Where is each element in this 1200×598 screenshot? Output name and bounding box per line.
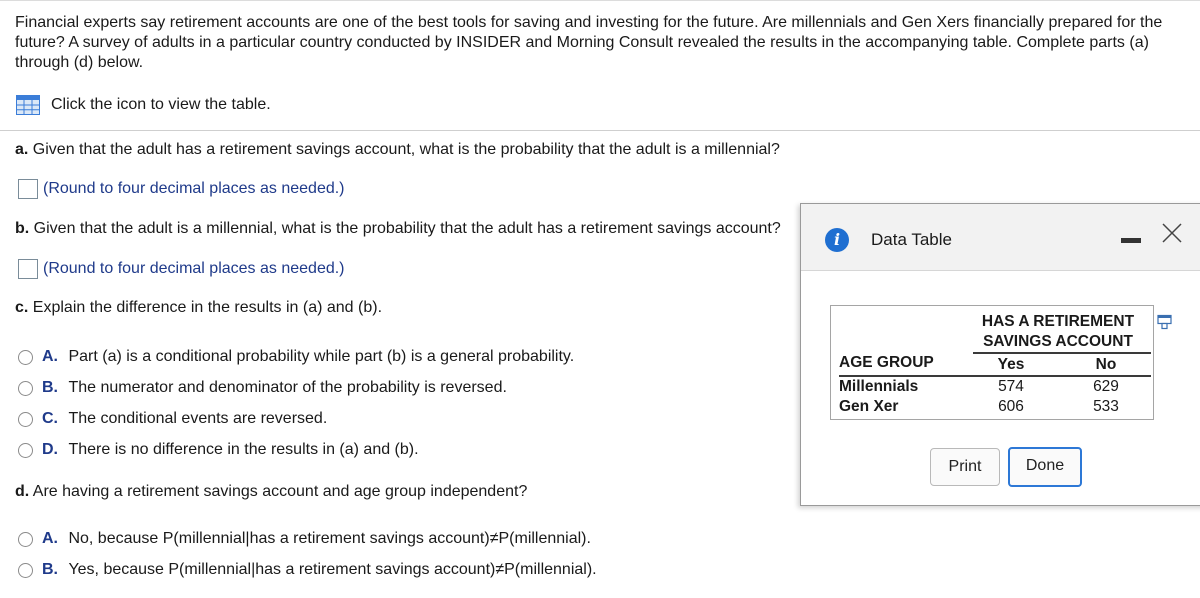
copy-icon[interactable] bbox=[1157, 314, 1173, 330]
table-cell: 533 bbox=[1093, 398, 1119, 415]
yes-header: Yes bbox=[997, 356, 1025, 373]
problem-intro: Financial experts say retirement accounts are one of the best tools for saving and investing for the future. Are millennials and Gen Xers financially prepared for the future? A survey of adults in a particular country conducted by INSIDER and Morning Consult revealed the results in the accompanying table. Complete parts (a) through (d) below. bbox=[15, 14, 1163, 71]
info-icon: i bbox=[825, 228, 849, 252]
question-b-letter: b. bbox=[15, 220, 30, 237]
question-d-letter: d. bbox=[15, 483, 30, 500]
table-icon[interactable] bbox=[16, 95, 40, 115]
question-c-text: Explain the difference in the results in (a) and (b). bbox=[32, 299, 383, 316]
question-d-text: Are having a retirement savings account and age group independent? bbox=[32, 483, 528, 500]
option-d-b-radio[interactable] bbox=[18, 563, 33, 578]
option-c-d[interactable] bbox=[42, 440, 419, 460]
question-a-text: Given that the adult has a retirement savings account, what is the probability that the adult is a millennial? bbox=[32, 141, 780, 158]
table-cell: 574 bbox=[998, 378, 1024, 395]
option-c-c[interactable] bbox=[42, 409, 327, 429]
done-button[interactable]: Done bbox=[1008, 447, 1082, 487]
option-letter: B. bbox=[42, 379, 58, 396]
table-cell: 606 bbox=[998, 398, 1024, 415]
option-letter: A. bbox=[42, 530, 58, 547]
answer-a-input[interactable] bbox=[18, 179, 38, 199]
option-letter: A. bbox=[42, 348, 58, 365]
option-text: The numerator and denominator of the probability is reversed. bbox=[68, 379, 507, 396]
column-rule bbox=[839, 375, 1151, 377]
group-header-line-2: SAVINGS ACCOUNT bbox=[983, 333, 1133, 350]
no-header: No bbox=[1095, 356, 1117, 373]
option-letter: B. bbox=[42, 561, 58, 578]
option-text: Yes, because P(millennial|has a retirement savings account)≠P(millennial). bbox=[68, 561, 597, 578]
option-d-a-radio[interactable] bbox=[18, 532, 33, 547]
option-text: The conditional events are reversed. bbox=[68, 410, 328, 427]
age-group-header: AGE GROUP bbox=[839, 354, 934, 371]
option-letter: D. bbox=[42, 441, 58, 458]
data-table bbox=[830, 305, 1154, 420]
table-cell: 629 bbox=[1093, 378, 1119, 395]
row-label-gen-xer: Gen Xer bbox=[839, 398, 899, 415]
option-c-a-radio[interactable] bbox=[18, 350, 33, 365]
question-c bbox=[15, 298, 382, 318]
question-a bbox=[15, 140, 780, 160]
answer-b-hint: (Round to four decimal places as needed.) bbox=[43, 260, 345, 277]
group-header-line-1: HAS A RETIREMENT bbox=[981, 313, 1135, 330]
row-label-millennials: Millennials bbox=[839, 378, 919, 395]
option-d-b[interactable] bbox=[42, 560, 597, 580]
section-divider bbox=[0, 130, 1200, 131]
option-c-b-radio[interactable] bbox=[18, 381, 33, 396]
question-b bbox=[15, 219, 781, 239]
dialog-title: Data Table bbox=[871, 230, 952, 249]
header-rule bbox=[973, 352, 1151, 354]
answer-a-hint: (Round to four decimal places as needed.) bbox=[43, 180, 345, 197]
option-c-d-radio[interactable] bbox=[18, 443, 33, 458]
question-b-text: Given that the adult is a millennial, what is the probability that the adult has a retirement savings account? bbox=[33, 220, 781, 237]
print-button[interactable]: Print bbox=[930, 448, 1000, 486]
question-c-letter: c. bbox=[15, 299, 29, 316]
minimize-icon[interactable] bbox=[1121, 238, 1141, 243]
close-icon[interactable] bbox=[1161, 222, 1183, 244]
question-d bbox=[15, 482, 527, 502]
option-d-a[interactable] bbox=[42, 529, 591, 549]
view-table-link[interactable]: Click the icon to view the table. bbox=[51, 96, 271, 113]
option-c-c-radio[interactable] bbox=[18, 412, 33, 427]
question-a-letter: a. bbox=[15, 141, 29, 158]
answer-b-input[interactable] bbox=[18, 259, 38, 279]
option-text: There is no difference in the results in (a) and (b). bbox=[68, 441, 419, 458]
data-table-dialog bbox=[800, 203, 1200, 506]
option-c-a[interactable] bbox=[42, 347, 574, 367]
option-text: No, because P(millennial|has a retirement savings account)≠P(millennial). bbox=[68, 530, 591, 547]
option-text: Part (a) is a conditional probability while part (b) is a general probability. bbox=[68, 348, 575, 365]
option-letter: C. bbox=[42, 410, 58, 427]
option-c-b[interactable] bbox=[42, 378, 507, 398]
top-divider bbox=[0, 0, 1200, 1]
